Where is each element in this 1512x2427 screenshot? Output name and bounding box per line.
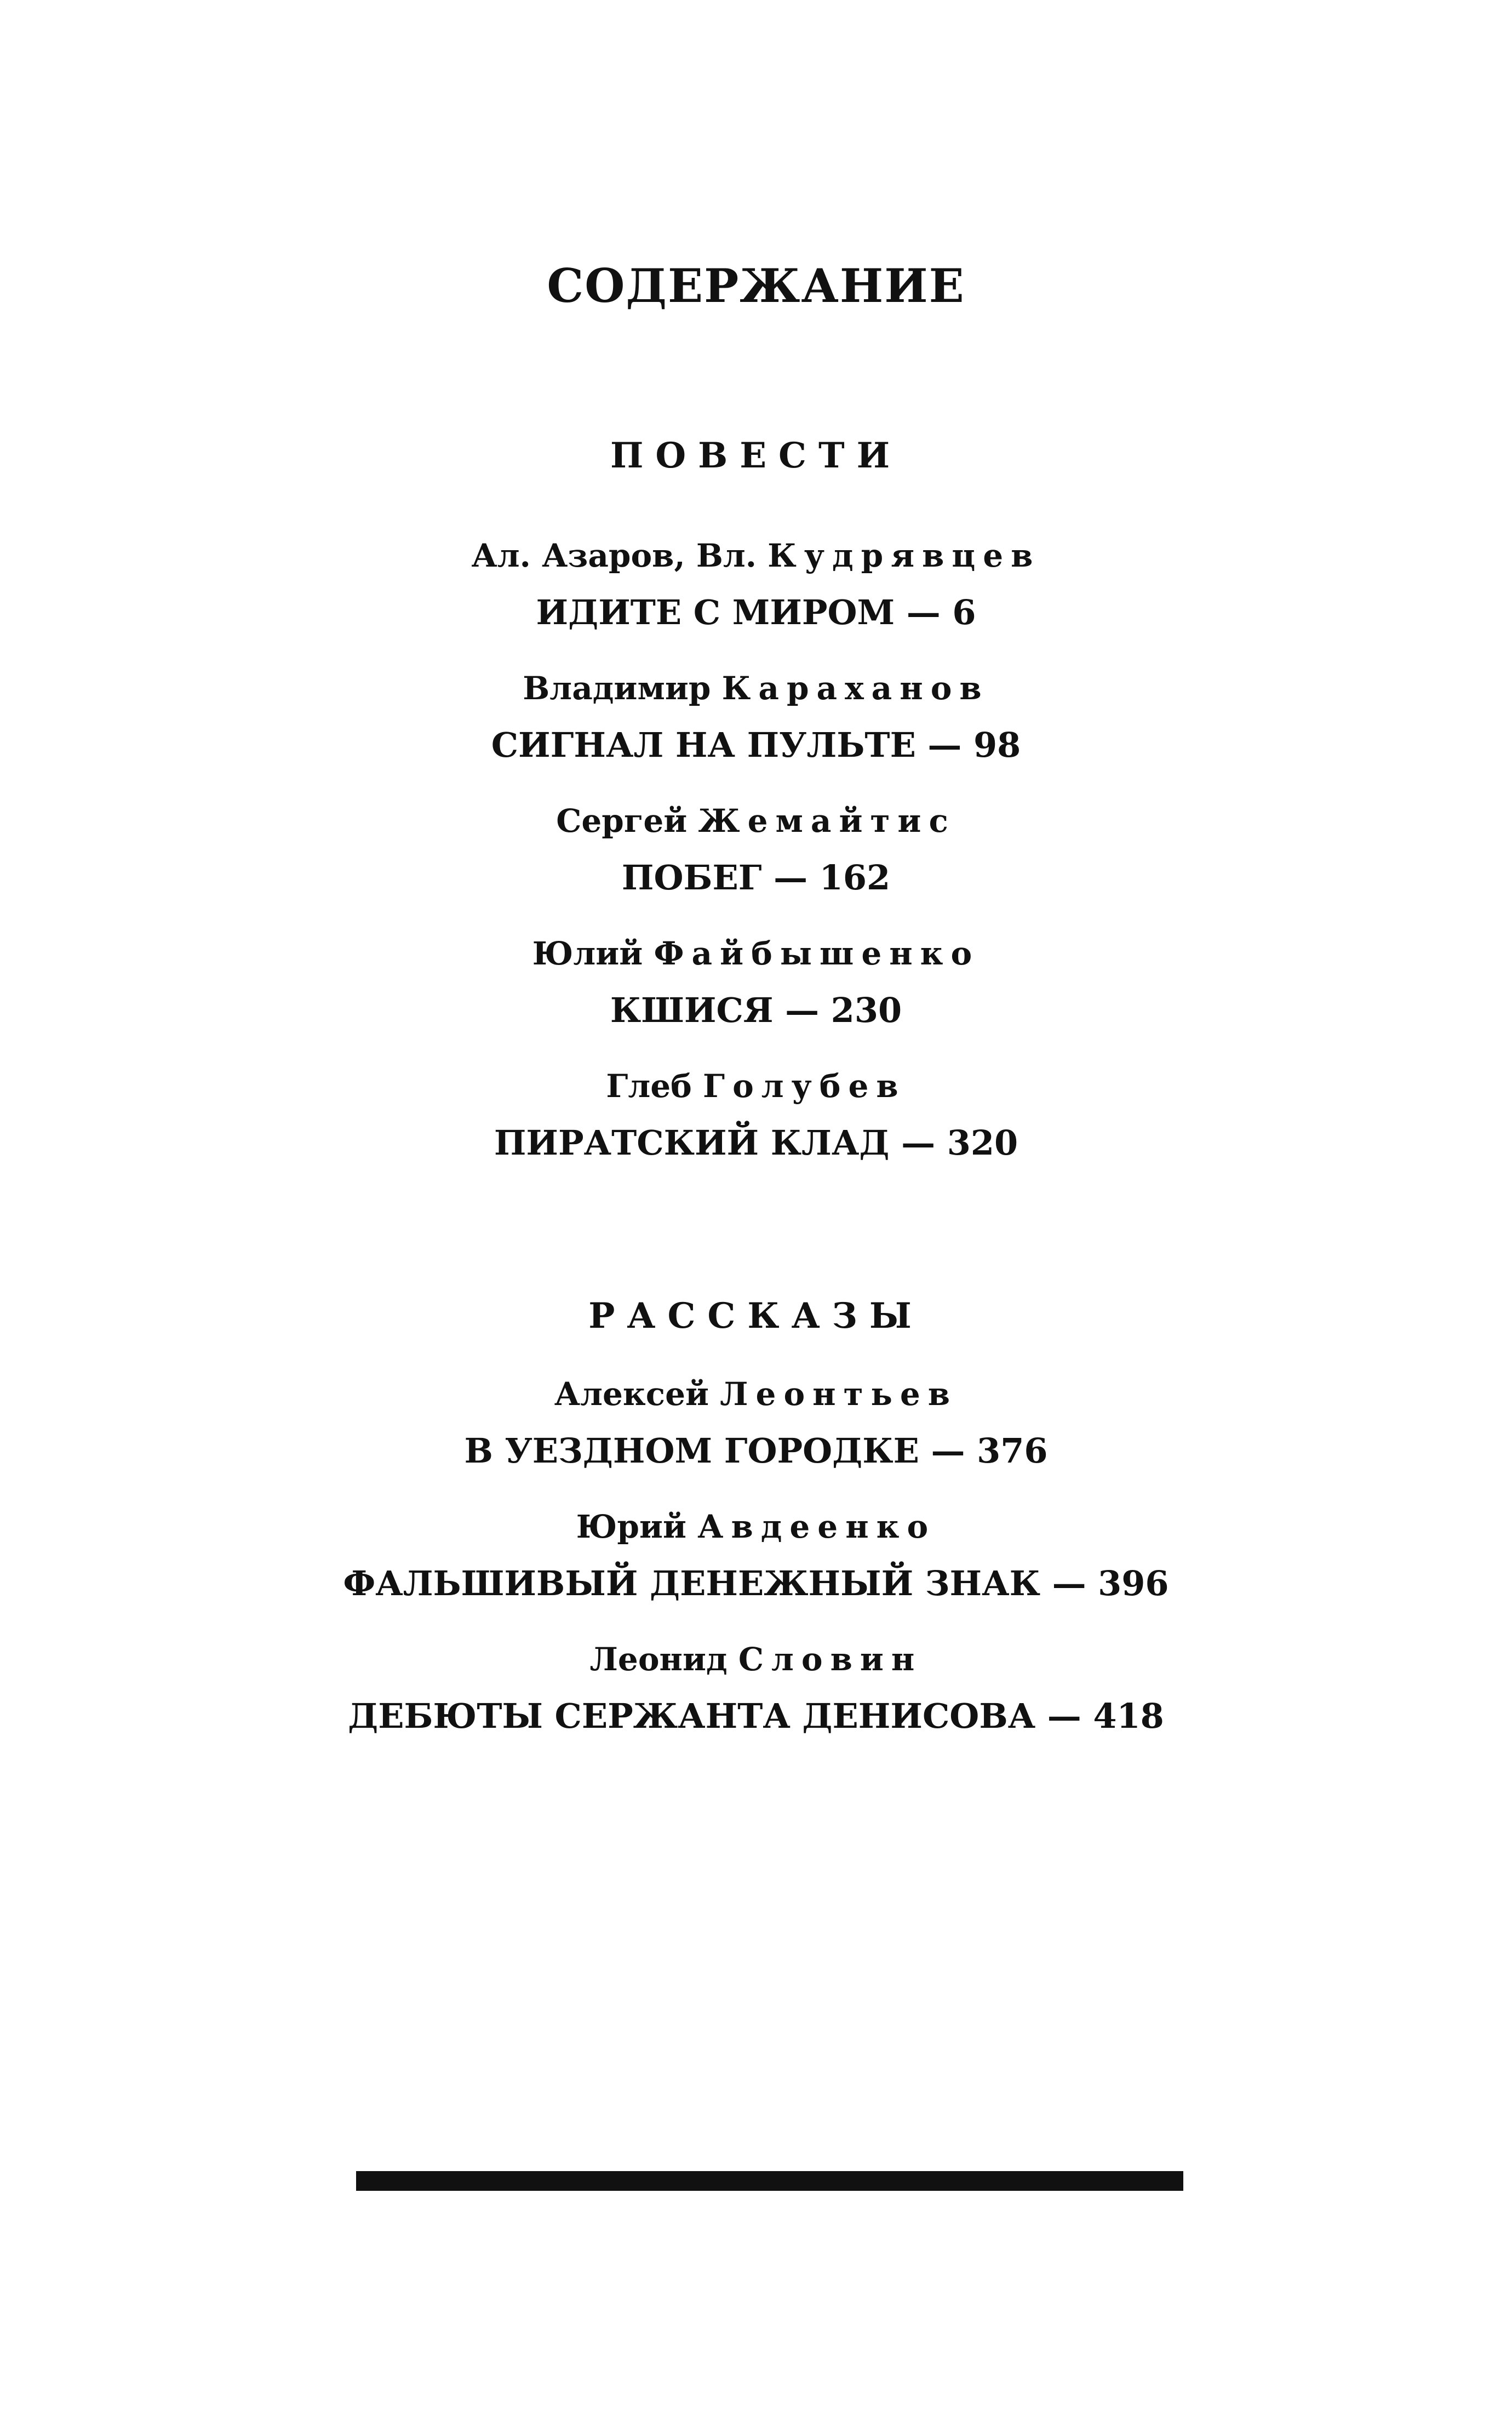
section-heading-rasskazy: РАССКАЗЫ xyxy=(588,1295,924,1337)
work-title: СИГНАЛ НА ПУЛЬТЕ — 98 xyxy=(491,725,1021,765)
toc-entry[interactable] xyxy=(0,1641,1512,1736)
footer-rule xyxy=(356,2171,1183,2191)
author-name: Сергей Жемайтис xyxy=(556,802,956,840)
section-list-povesti xyxy=(0,537,1512,1203)
toc-entry[interactable] xyxy=(0,670,1512,765)
author-name: Юрий Авдеенко xyxy=(576,1508,936,1545)
toc-entry[interactable] xyxy=(0,802,1512,898)
work-title: В УЕЗДНОМ ГОРОДКЕ — 376 xyxy=(464,1431,1048,1471)
work-title: ДЕБЮТЫ СЕРЖАНТА ДЕНИСОВА — 418 xyxy=(348,1696,1164,1736)
work-title: ПИРАТСКИЙ КЛАД — 320 xyxy=(494,1123,1018,1163)
toc-entry[interactable] xyxy=(0,1067,1512,1163)
work-title: ПОБЕГ — 162 xyxy=(621,858,891,898)
section-list-rasskazy xyxy=(0,1375,1512,1776)
toc-entry[interactable] xyxy=(0,1375,1512,1471)
page-title: СОДЕРЖАНИЕ xyxy=(547,259,965,313)
toc-entry[interactable] xyxy=(0,935,1512,1030)
work-title: КШИСЯ — 230 xyxy=(610,990,902,1030)
toc-entry[interactable] xyxy=(0,1508,1512,1603)
work-title: ФАЛЬШИВЫЙ ДЕНЕЖНЫЙ ЗНАК — 396 xyxy=(343,1563,1169,1603)
toc-entry[interactable] xyxy=(0,537,1512,632)
author-name: Юлий Файбышенко xyxy=(532,935,980,972)
author-name: Владимир Караханов xyxy=(523,670,989,707)
section-heading-povesti: ПОВЕСТИ xyxy=(610,435,902,476)
author-name: Леонид Словин xyxy=(589,1641,923,1678)
author-name: Ал. Азаров, Вл. Кудрявцев xyxy=(471,537,1041,574)
work-title: ИДИТЕ С МИРОМ — 6 xyxy=(536,592,976,632)
author-name: Алексей Леонтьев xyxy=(554,1375,958,1413)
author-name: Глеб Голубев xyxy=(606,1067,906,1105)
